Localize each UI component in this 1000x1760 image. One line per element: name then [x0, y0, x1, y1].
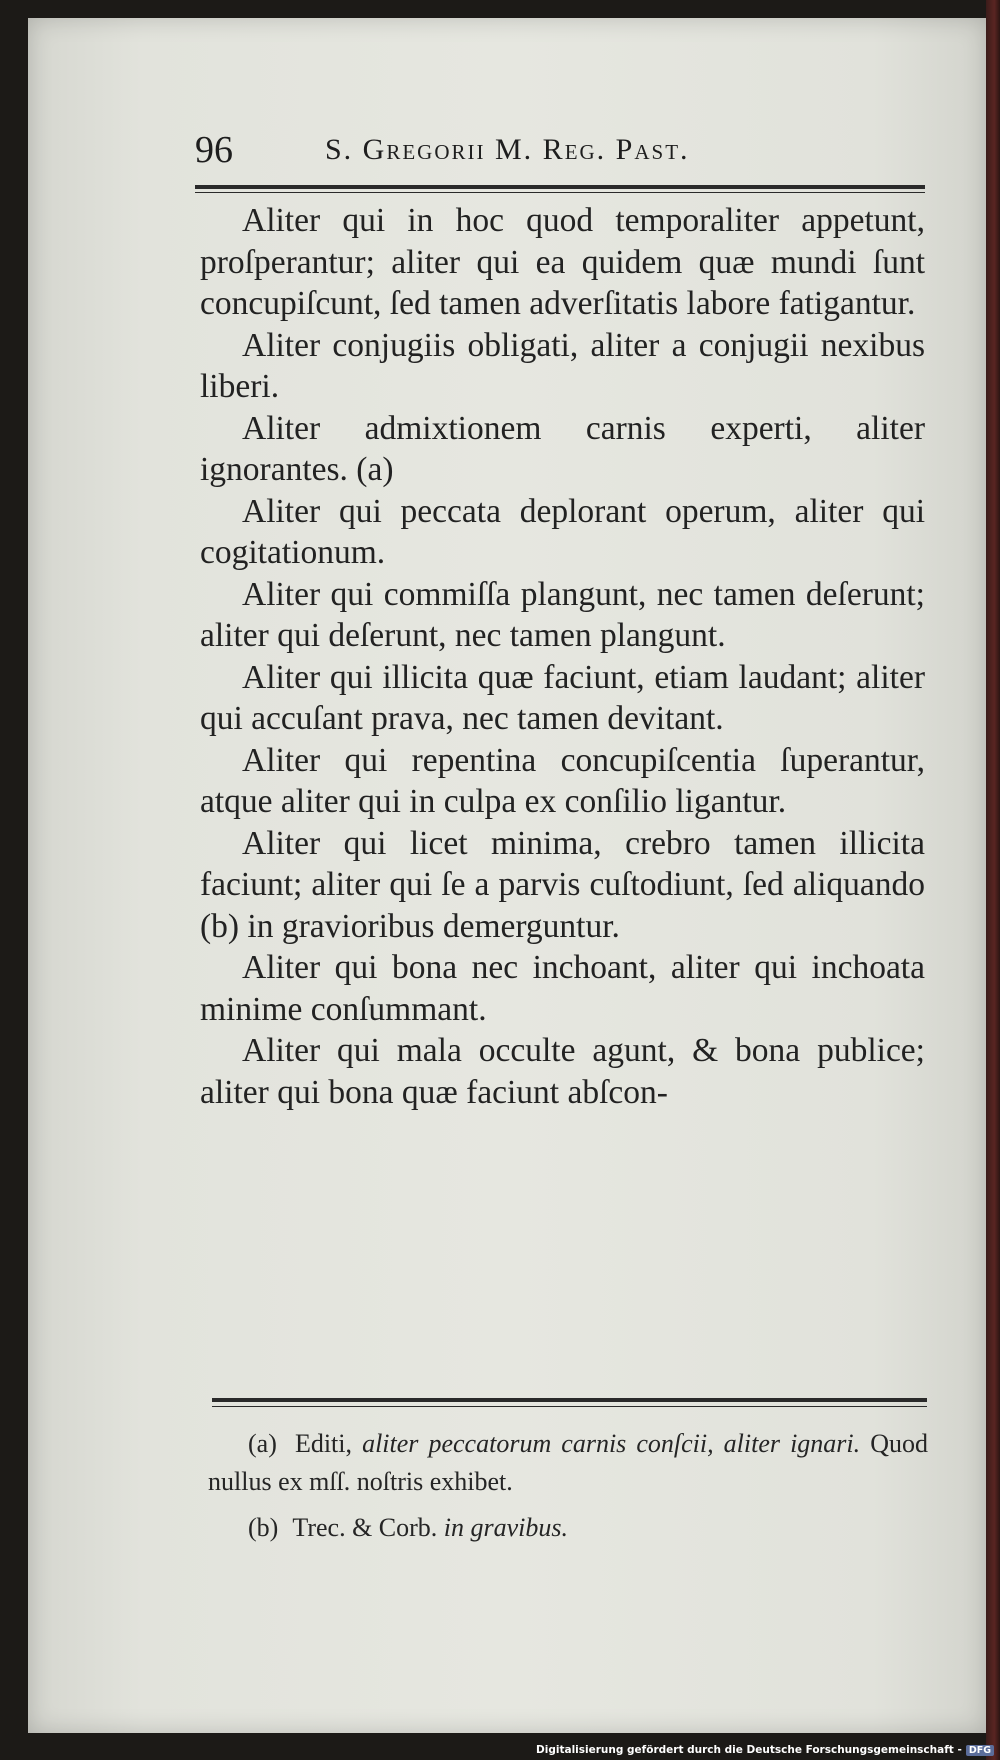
paragraph: Aliter qui illicita quæ faciunt, etiam laudant; aliter qui accuſant prava, nec tamen devitant. [200, 658, 925, 737]
credit-text: Digitalisierung gefördert durch die Deutsche Forschungsgemeinschaft - [536, 1744, 962, 1756]
footnote-b [208, 1509, 928, 1547]
paragraph: Aliter conjugiis obligati, aliter a conjugii nexibus liberi. [200, 326, 925, 405]
footnote-a [208, 1425, 928, 1501]
page-header [195, 130, 925, 170]
main-text [200, 200, 925, 1113]
footnotes [208, 1425, 928, 1555]
footnote-rule-thin [212, 1406, 927, 1407]
paragraph: Aliter qui in hoc quod temporaliter appetunt, proſperantur; aliter qui ea quidem quæ mundi ſunt concupiſcunt, ſed tamen adverſitatis labore fatigantur. [200, 202, 925, 322]
paragraph: Aliter admixtionem carnis experti, aliter ignorantes. (a) [200, 409, 925, 488]
running-head: S. Gregorii M. Reg. Past. [325, 133, 690, 166]
dfg-logo-icon: DFG [966, 1745, 994, 1756]
paragraph: Aliter qui commiſſa plangunt, nec tamen deſerunt; aliter qui deſerunt, nec tamen plangunt. [200, 575, 925, 654]
paragraph: Aliter qui bona nec inchoant, aliter qui inchoata minime conſummant. [200, 949, 925, 1028]
footnote-label: (b) [248, 1513, 279, 1542]
footnote-text: Quod nullus ex mſſ. noſtris exhibet. [208, 1429, 929, 1496]
footnote-italic: aliter peccatorum carnis conſcii, aliter ignari. [362, 1429, 861, 1458]
footnote-text: Editi, [294, 1429, 352, 1458]
header-rule [195, 185, 925, 189]
paragraph: Aliter qui peccata deplorant operum, aliter qui cogitationum. [200, 492, 925, 571]
paragraph: Aliter qui licet minima, crebro tamen illicita faciunt; aliter qui ſe a parvis cuſtodiunt, ſed aliquando (b) in gravioribus demerguntur. [200, 824, 925, 945]
book-edge [986, 0, 1000, 1760]
footnote-label: (a) [248, 1429, 277, 1458]
footnote-text: Trec. & Corb. [292, 1513, 438, 1542]
footnote-rule [212, 1398, 927, 1402]
page-number: 96 [195, 129, 233, 171]
footnote-italic: in gravibus. [443, 1513, 569, 1542]
paragraph: Aliter qui repentina concupiſcentia ſuperantur, atque aliter qui in culpa ex conſilio ligantur. [200, 741, 925, 820]
header-rule-thin [195, 192, 925, 193]
paragraph: Aliter qui mala occulte agunt, & bona publice; aliter qui bona quæ faciunt abſcon- [200, 1032, 925, 1111]
digitization-credit [536, 1744, 994, 1756]
